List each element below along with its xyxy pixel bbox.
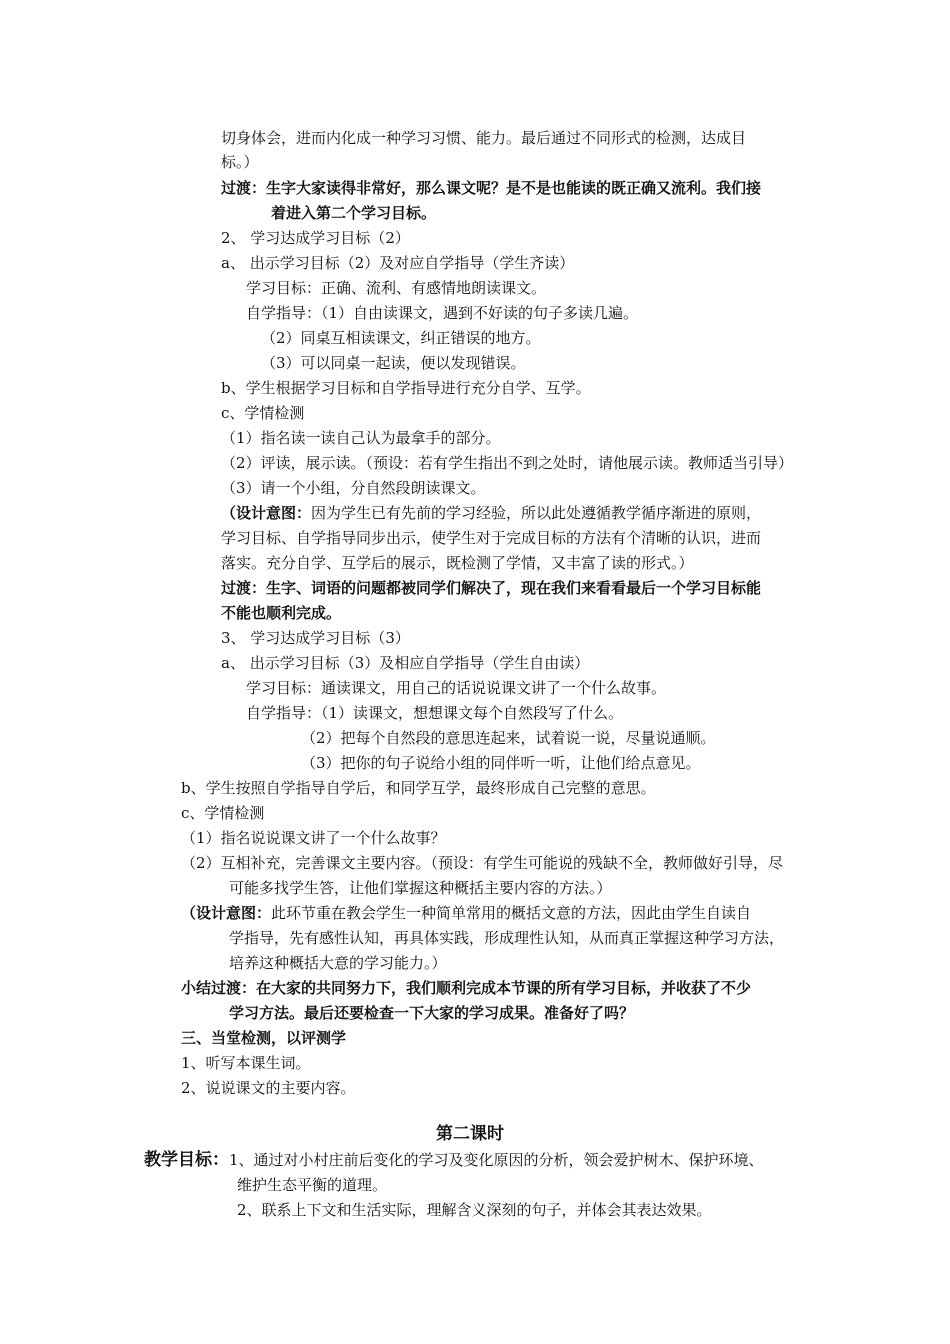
text-line: （3）请一个小组，分自然段朗读课文。 xyxy=(221,479,486,497)
text-line: a、 出示学习目标（3）及相应自学指导（学生自由读） xyxy=(221,654,590,672)
design-intent-line xyxy=(181,903,751,923)
text-line: 维护生态平衡的道理。 xyxy=(237,1176,388,1194)
summary-transition-line: 小结过渡：在大家的共同努力下，我们顺利完成本节课的所有学习目标，并收获了不少 xyxy=(181,979,752,997)
text-line: a、 出示学习目标（2）及对应自学指导（学生齐读） xyxy=(221,254,575,272)
transition-line: 不能也顺利完成。 xyxy=(221,604,342,622)
text-line: 培养这种概括大意的学习能力。） xyxy=(229,954,447,972)
design-intent-label: （设计意图： xyxy=(181,904,272,922)
text-line: 2、联系上下文和生活实际，理解含义深刻的句子，并体会其表达效果。 xyxy=(237,1201,712,1219)
text-line: （1）指名读一读自己认为最拿手的部分。 xyxy=(221,429,501,447)
summary-transition-line: 学习方法。最后还要检查一下大家的学习成果。准备好了吗？ xyxy=(229,1004,635,1022)
text-line: 2、说说课文的主要内容。 xyxy=(181,1079,356,1097)
text-line: 切身体会，进而内化成一种学习习惯、能力。最后通过不同形式的检测，达成目 xyxy=(221,129,747,147)
design-intent-text: 此环节重在教会学生一种简单常用的概括文意的方法，因此由学生自读自 xyxy=(271,904,752,922)
design-intent-line xyxy=(221,503,761,523)
text-line: （2）同桌互相读课文，纠正错误的地方。 xyxy=(261,329,541,347)
teaching-goal-text: 1、通过对小村庄前后变化的学习及变化原因的分析，领会爱护树木、保护环境、 xyxy=(229,1151,764,1169)
text-line: 学习目标：通读课文，用自己的话说说课文讲了一个什么故事。 xyxy=(246,679,667,697)
teaching-goal-line xyxy=(144,1150,764,1170)
text-line: （1）指名说说课文讲了一个什么故事？ xyxy=(181,829,446,847)
text-line: （3）把你的句子说给小组的同伴听一听，让他们给点意见。 xyxy=(301,754,701,772)
teaching-goal-label: 教学目标： xyxy=(144,1150,229,1170)
design-intent-text: 因为学生已有先前的学习经验，所以此处遵循教学循序渐进的原则， xyxy=(311,504,762,522)
text-line: （3）可以同桌一起读，便以发现错误。 xyxy=(261,354,526,372)
text-line: 1、听写本课生词。 xyxy=(181,1054,311,1072)
text-line: 标。） xyxy=(221,153,259,171)
text-line: b、学生根据学习目标和自学指导进行充分自学、互学。 xyxy=(221,379,591,397)
text-line: 学习目标、自学指导同步出示，使学生对于完成目标的方法有个清晰的认识，进而 xyxy=(221,529,762,547)
design-intent-label: （设计意图： xyxy=(221,504,312,522)
text-line: c、学情检测 xyxy=(181,804,265,822)
text-line: 自学指导：（1）自由读课文，遇到不好读的句子多读几遍。 xyxy=(246,304,639,322)
text-line: 可能多找学生答，让他们掌握这种概括主要内容的方法。） xyxy=(229,879,612,897)
section-heading: 2、 学习达成学习目标（2） xyxy=(221,229,410,247)
text-line: （2）评读，展示读。（预设：若有学生指出不到之处时，请他展示读。教师适当引导） xyxy=(221,454,794,472)
transition-line: 过渡：生字、词语的问题都被同学们解决了，现在我们来看看最后一个学习目标能 xyxy=(221,579,762,597)
text-line: 落实。充分自学、互学后的展示，既检测了学情，又丰富了读的形式。） xyxy=(221,554,694,572)
transition-line: 过渡：生字大家读得非常好，那么课文呢？是不是也能读的既正确又流利。我们接 xyxy=(221,179,762,197)
text-line: （2）互相补充，完善课文主要内容。（预设：有学生可能说的残缺不全，教师做好引导，尽 xyxy=(181,854,784,872)
text-line: （2）把每个自然段的意思连起来，试着说一说，尽量说通顺。 xyxy=(301,729,716,747)
text-line: c、学情检测 xyxy=(221,404,305,422)
lesson-title: 第二课时 xyxy=(436,1124,504,1144)
text-line: 自学指导：（1）读课文，想想课文每个自然段写了什么。 xyxy=(246,704,624,722)
section-heading: 3、 学习达成学习目标（3） xyxy=(221,629,410,647)
transition-line: 着进入第二个学习目标。 xyxy=(271,204,437,222)
section-heading: 三、当堂检测，以评测学 xyxy=(181,1029,347,1047)
text-line: 学习目标：正确、流利、有感情地朗读课文。 xyxy=(246,279,547,297)
text-line: 学指导，先有感性认知，再具体实践，形成理性认知，从而真正掌握这种学习方法， xyxy=(229,929,785,947)
text-line: b、学生按照自学指导自学后，和同学互学，最终形成自己完整的意思。 xyxy=(181,779,656,797)
